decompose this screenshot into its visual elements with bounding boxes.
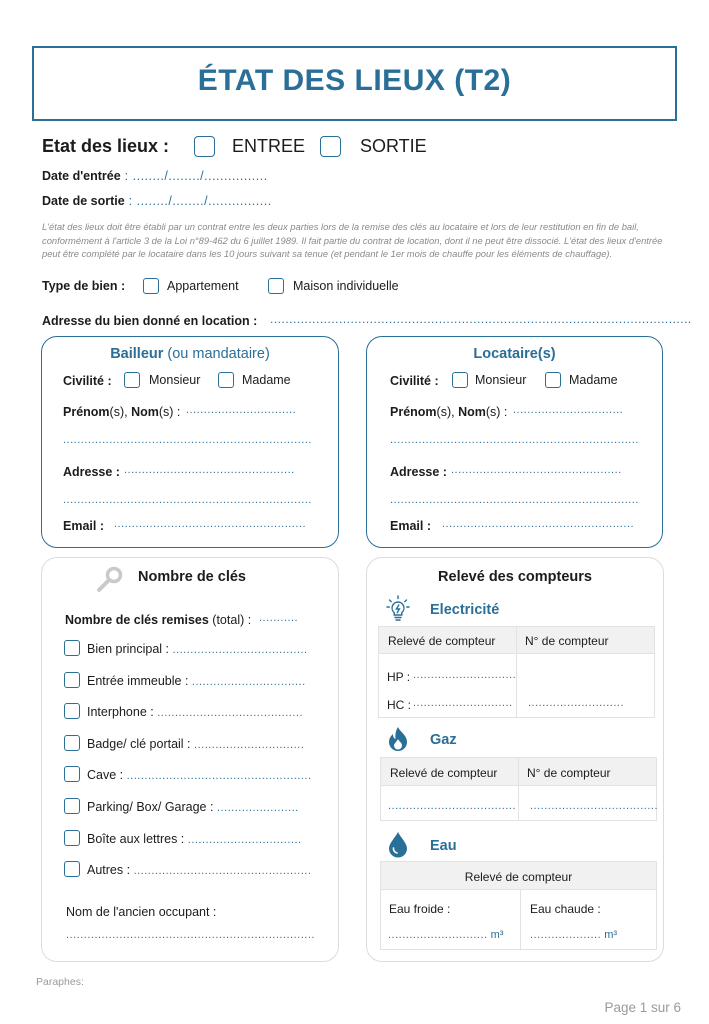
cles-item-field[interactable]: ....................... <box>216 802 299 814</box>
eau-chaude-unit: m³ <box>604 929 618 941</box>
compteurs-title: Relevé des compteurs <box>438 569 592 585</box>
bailleur-madame-label: Madame <box>242 373 291 387</box>
gaz-num-field[interactable]: .................................... <box>530 800 659 812</box>
legal-notice: L'état des lieux doit être établi par un contrat entre les deux parties lors de la remise des clés au locataire et lors de leur restitution en fin de bail, conformément à l'article 3 de la Loi n°89-462 du 6 juillet 1989. Il fait partie du contrat de location, dont il ne peut être dissocié. L'état des lieux d'entrée peut être complété par le locataire dans les 10 jours suivant sa tenue (et pendant le 1er mois de chauffe pour les éléments de chauffage). <box>42 221 663 260</box>
elec-col2: N° de compteur <box>525 634 609 648</box>
eau-froide-unit: m³ <box>490 929 504 941</box>
bailleur-email-label: Email : <box>63 519 104 533</box>
date-sortie-field[interactable]: : ......../......../................ <box>124 194 272 208</box>
bailleur-adresse-field[interactable]: ................................................ <box>124 464 295 476</box>
entree-label: ENTREE <box>232 136 306 156</box>
locataire-adresse-line[interactable]: ...................................................................... <box>390 494 639 506</box>
eau-col: Relevé de compteur <box>464 870 573 884</box>
eau-chaude-label: Eau chaude : <box>530 902 601 916</box>
bailleur-prenom-field[interactable]: ............................... <box>186 404 297 416</box>
gaz-releve-field[interactable]: .................................... <box>388 800 517 812</box>
gaz-table-divider <box>518 758 519 820</box>
elec-hp-field[interactable]: ............................. <box>413 669 517 681</box>
cles-title: Nombre de clés <box>138 569 246 585</box>
appartement-label: Appartement <box>167 279 239 293</box>
maison-checkbox[interactable] <box>268 278 284 294</box>
water-drop-icon <box>387 831 409 858</box>
locataire-title: Locataire(s) <box>473 346 556 362</box>
paraphes-label: Paraphes: <box>36 976 84 988</box>
eau-title: Eau <box>430 838 457 854</box>
cles-item-checkbox[interactable] <box>64 798 80 814</box>
locataire-adresse-label: Adresse : <box>390 465 447 479</box>
locataire-name-line[interactable]: ...................................................................... <box>390 434 639 446</box>
cles-item <box>87 642 308 656</box>
entree-checkbox[interactable] <box>194 136 215 157</box>
bailleur-title <box>41 346 339 362</box>
appartement-checkbox[interactable] <box>143 278 159 294</box>
elec-col1: Relevé de compteur <box>388 634 496 648</box>
cles-item-checkbox[interactable] <box>64 703 80 719</box>
bailleur-adresse-line[interactable]: ...................................................................... <box>63 494 312 506</box>
cles-item <box>87 832 302 846</box>
cles-item <box>87 768 312 782</box>
cles-item-checkbox[interactable] <box>64 735 80 751</box>
date-entree <box>42 169 268 183</box>
page-number: Page 1 sur 6 <box>604 1000 681 1015</box>
cles-item <box>87 800 299 814</box>
cles-item-checkbox[interactable] <box>64 830 80 846</box>
locataire-civilite-label: Civilité : <box>390 374 439 388</box>
cles-item-field[interactable]: ................................ <box>187 833 302 846</box>
elec-table-divider <box>516 627 517 717</box>
bailleur-monsieur-label: Monsieur <box>149 373 201 387</box>
eau-table-divider <box>520 890 521 949</box>
bailleur-civilite-label: Civilité : <box>63 374 112 388</box>
locataire-monsieur-checkbox[interactable] <box>452 372 468 388</box>
ancien-occupant-field[interactable]: ...................................................................... <box>66 929 315 941</box>
cles-item-field[interactable]: ............................... <box>194 738 305 751</box>
key-icon <box>94 565 124 595</box>
cles-item <box>87 863 311 877</box>
lightbulb-icon <box>386 595 410 623</box>
cles-total-field[interactable]: ........... <box>259 612 299 624</box>
adresse-bien-field[interactable]: .............................................................................................................. <box>270 312 692 326</box>
bailleur-name-line[interactable]: ...................................................................... <box>63 434 312 446</box>
locataire-monsieur-label: Monsieur <box>475 373 527 387</box>
locataire-prenom-label: Prénom(s), Nom(s) : <box>390 405 508 419</box>
sortie-checkbox[interactable] <box>320 136 341 157</box>
adresse-bien-label: Adresse du bien donné en location : <box>42 314 258 328</box>
cles-item-label: Badge/ clé portail : <box>87 736 191 751</box>
etat-label: Etat des lieux : <box>42 136 170 156</box>
cles-item-label: Parking/ Box/ Garage : <box>87 800 214 814</box>
elec-hc-field[interactable]: ............................ <box>413 697 513 709</box>
gaz-col2: N° de compteur <box>527 766 611 780</box>
cles-total: Nombre de clés remises (total) : <box>65 613 252 627</box>
cles-item <box>87 674 306 688</box>
cles-item-checkbox[interactable] <box>64 640 80 656</box>
cles-item-label: Bien principal : <box>87 642 169 656</box>
cles-item-field[interactable]: .................................................. <box>133 865 312 878</box>
cles-item-field[interactable]: ................................ <box>191 675 306 688</box>
ancien-occupant-label: Nom de l'ancien occupant : <box>66 905 217 919</box>
date-entree-label: Date d'entrée <box>42 169 121 183</box>
sortie-label: SORTIE <box>360 136 427 156</box>
locataire-email-label: Email : <box>390 519 431 533</box>
elec-title: Electricité <box>430 602 500 618</box>
bailleur-prenom-label: Prénom(s), Nom(s) : <box>63 405 181 419</box>
bailleur-title-suffix: (ou mandataire) <box>163 346 270 362</box>
cles-item-field[interactable]: .................................................... <box>126 770 312 783</box>
cles-item-checkbox[interactable] <box>64 672 80 688</box>
page-title: ÉTAT DES LIEUX (T2) <box>197 64 512 97</box>
locataire-madame-checkbox[interactable] <box>545 372 561 388</box>
cles-item-checkbox[interactable] <box>64 766 80 782</box>
gaz-title: Gaz <box>430 732 457 748</box>
type-bien-label: Type de bien : <box>42 279 126 293</box>
eau-froide-label: Eau froide : <box>389 902 451 916</box>
date-sortie <box>42 194 272 208</box>
locataire-madame-label: Madame <box>569 373 618 387</box>
bailleur-title-main: Bailleur <box>110 346 164 362</box>
date-sortie-label: Date de sortie <box>42 194 125 208</box>
cles-item <box>87 737 304 751</box>
elec-hp-label: HP : <box>387 670 411 684</box>
eau-froide-field[interactable]: ............................ m³ <box>388 929 504 941</box>
flame-icon <box>387 726 409 752</box>
bailleur-email-field[interactable]: ...................................................... <box>114 518 307 530</box>
date-entree-field[interactable]: : ......../......../................ <box>120 169 268 183</box>
cles-item-field[interactable]: ......................................... <box>157 707 304 720</box>
bailleur-adresse-label: Adresse : <box>63 465 120 479</box>
cles-item-label: Boîte aux lettres : <box>87 831 185 846</box>
cles-item-label: Interphone : <box>87 705 154 720</box>
cles-item-label: Cave : <box>87 768 124 783</box>
gaz-col1: Relevé de compteur <box>390 766 498 780</box>
maison-label: Maison individuelle <box>293 279 399 293</box>
elec-num-field[interactable]: ........................... <box>528 697 625 709</box>
cles-item-label: Autres : <box>87 863 131 878</box>
cles-item <box>87 705 303 719</box>
bailleur-madame-checkbox[interactable] <box>218 372 234 388</box>
locataire-prenom-field[interactable]: ............................... <box>513 404 624 416</box>
locataire-email-field[interactable]: ...................................................... <box>442 518 635 530</box>
eau-chaude-field[interactable]: .................... m³ <box>530 929 618 941</box>
cles-item-checkbox[interactable] <box>64 861 80 877</box>
cles-item-label: Entrée immeuble : <box>87 673 189 688</box>
bailleur-monsieur-checkbox[interactable] <box>124 372 140 388</box>
cles-item-field[interactable]: ...................................... <box>172 644 308 656</box>
elec-hc-label: HC : <box>387 698 411 712</box>
locataire-adresse-field[interactable]: ................................................ <box>451 464 622 476</box>
